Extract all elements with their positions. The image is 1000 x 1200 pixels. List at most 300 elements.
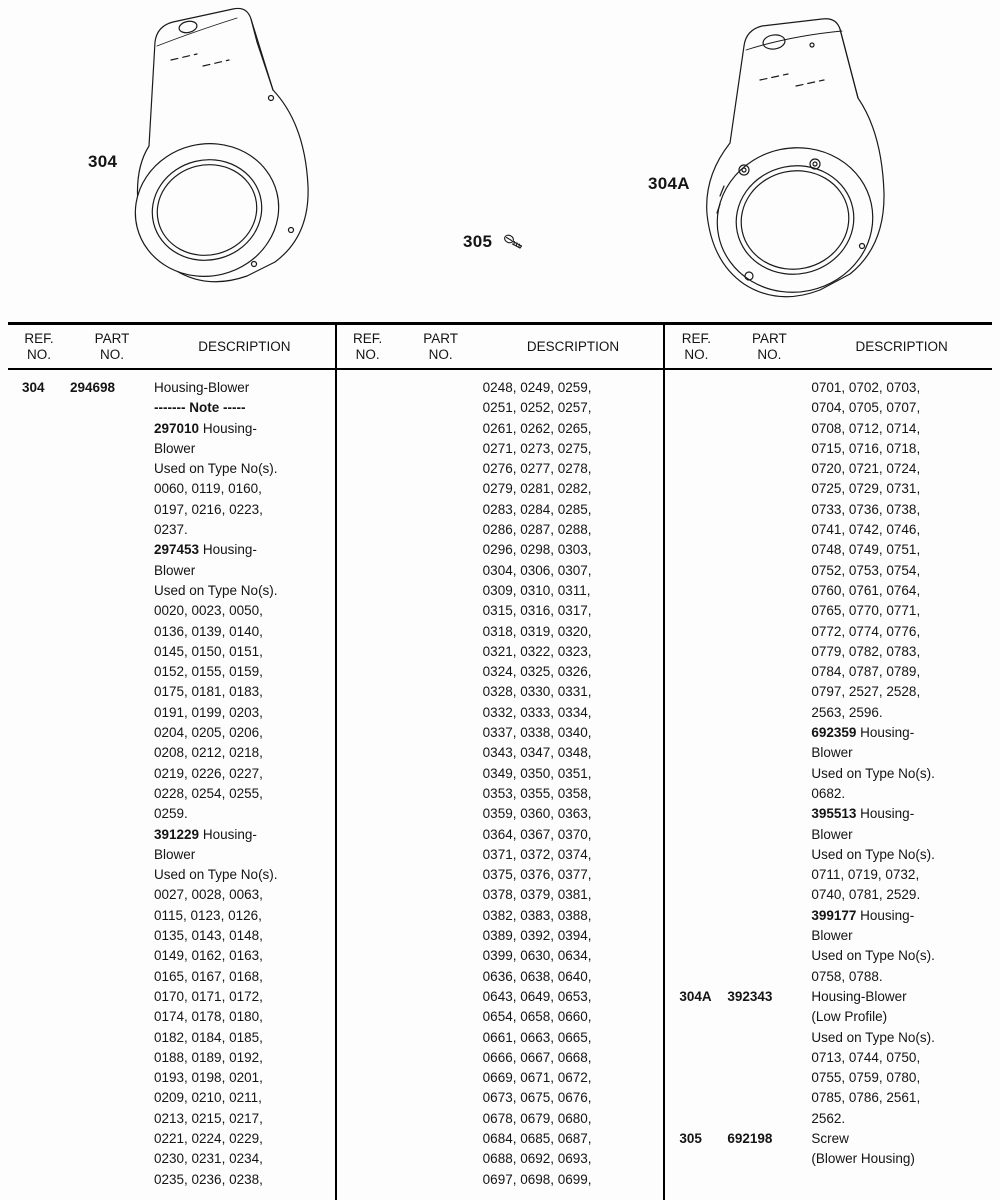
- table-row: [8, 479, 335, 499]
- table-row: [337, 642, 664, 662]
- part-no-cell: [399, 540, 483, 560]
- table-row: [8, 845, 335, 865]
- ref-no-cell: [337, 581, 399, 601]
- ref-no-cell: [8, 439, 70, 459]
- description-cell: 0221, 0224, 0229,: [154, 1130, 263, 1146]
- header-ref-line2: NO.: [26, 347, 51, 362]
- part-no-cell: [399, 987, 483, 1007]
- part-no-cell: [399, 743, 483, 763]
- table-row: [337, 540, 664, 560]
- ref-no-cell: [665, 581, 727, 601]
- description-cell: 0733, 0736, 0738,: [811, 501, 921, 517]
- table-row: [337, 1129, 664, 1149]
- description-cell: Blower: [811, 928, 853, 944]
- table-row: [337, 967, 664, 987]
- header-part-no: [399, 325, 483, 363]
- part-no-cell: [399, 419, 483, 439]
- table-row: [8, 906, 335, 926]
- description-cell: (Blower Housing): [811, 1151, 915, 1167]
- description-cell: 297453 Housing-: [154, 542, 257, 558]
- ref-no-cell: [665, 703, 727, 723]
- header-ref-line2: NO.: [355, 347, 380, 362]
- description-cell: 0209, 0210, 0211,: [154, 1090, 262, 1106]
- part-no-cell: [70, 662, 154, 682]
- table-row: [337, 581, 664, 601]
- description-cell: 0382, 0383, 0388,: [482, 907, 592, 923]
- table-row: [337, 825, 664, 845]
- part-no-cell: [70, 946, 154, 966]
- header-description: DESCRIPTION: [855, 339, 948, 354]
- description-cell: Used on Type No(s).: [154, 867, 278, 883]
- part-no-cell: [727, 1149, 811, 1169]
- ref-no-cell: [665, 662, 727, 682]
- description-cell: 0697, 0698, 0699,: [482, 1171, 592, 1187]
- description-cell: 0283, 0284, 0285,: [482, 501, 592, 517]
- table-row: [337, 764, 664, 784]
- part-no-cell: [727, 926, 811, 946]
- part-no-cell: 392343: [727, 988, 773, 1004]
- ref-no-cell: [337, 1170, 399, 1190]
- part-no-cell: [727, 906, 811, 926]
- part-no-cell: [399, 1048, 483, 1068]
- description-cell: Used on Type No(s).: [154, 461, 278, 477]
- ref-no-cell: [337, 723, 399, 743]
- table-row: [665, 926, 992, 946]
- table-row: [665, 378, 992, 398]
- table-row: [8, 1149, 335, 1169]
- table-row: [337, 682, 664, 702]
- ref-no-cell: [8, 703, 70, 723]
- header-ref-line1: REF.: [353, 331, 383, 346]
- part-no-cell: [727, 419, 811, 439]
- part-no-cell: [727, 825, 811, 845]
- table-row: [665, 1028, 992, 1048]
- table-row: [665, 784, 992, 804]
- ref-no-cell: [337, 784, 399, 804]
- part-no-cell: [727, 723, 811, 743]
- table-row: [8, 723, 335, 743]
- table-column-1: [8, 325, 335, 1200]
- table-row: [665, 723, 992, 743]
- ref-no-cell: [665, 1149, 727, 1169]
- ref-no-cell: [8, 906, 70, 926]
- description-cell: 0343, 0347, 0348,: [482, 745, 592, 761]
- ref-no-cell: [337, 662, 399, 682]
- part-no-cell: [399, 967, 483, 987]
- description-cell: 0752, 0753, 0754,: [811, 562, 921, 578]
- part-no-cell: [399, 398, 483, 418]
- description-cell: 0701, 0702, 0703,: [811, 380, 921, 395]
- header-ref-line1: REF.: [681, 331, 711, 346]
- ref-no-cell: [8, 561, 70, 581]
- description-cell: 391229 Housing-: [154, 826, 257, 842]
- description-cell: 0279, 0281, 0282,: [482, 481, 592, 497]
- description-cell: 0276, 0277, 0278,: [482, 461, 592, 477]
- ref-no-cell: [8, 804, 70, 824]
- table-row: [8, 1028, 335, 1048]
- part-no-cell: [399, 1129, 483, 1149]
- table-row: [337, 784, 664, 804]
- description-cell: 0349, 0350, 0351,: [482, 765, 592, 781]
- table-column-3: [663, 325, 992, 1200]
- description-cell: 0321, 0322, 0323,: [482, 643, 592, 659]
- ref-no-cell: [665, 804, 727, 824]
- part-no-cell: [727, 540, 811, 560]
- description-cell: 0213, 0215, 0217,: [154, 1110, 263, 1126]
- header-part-line2: NO.: [757, 347, 782, 362]
- part-no-cell: [727, 1109, 811, 1129]
- description-cell: 0741, 0742, 0746,: [811, 522, 921, 538]
- part-no-cell: [399, 622, 483, 642]
- part-no-cell: [399, 378, 483, 398]
- ref-no-cell: [8, 885, 70, 905]
- description-cell: 0271, 0273, 0275,: [482, 440, 592, 456]
- part-no-cell: [70, 682, 154, 702]
- description-cell: Housing-Blower: [154, 380, 250, 395]
- table-row: [665, 946, 992, 966]
- description-cell: 0197, 0216, 0223,: [154, 501, 263, 517]
- ref-no-cell: [665, 764, 727, 784]
- table-row: [665, 703, 992, 723]
- header-ref-no: [337, 325, 399, 363]
- ref-no-cell: [665, 1028, 727, 1048]
- part-no-cell: [399, 926, 483, 946]
- part-no-cell: [399, 642, 483, 662]
- description-cell: 0666, 0667, 0668,: [482, 1049, 592, 1065]
- part-no-cell: [399, 784, 483, 804]
- description-cell: 0378, 0379, 0381,: [482, 887, 592, 903]
- description-cell: 0636, 0638, 0640,: [482, 968, 592, 984]
- description-cell: Used on Type No(s).: [811, 765, 935, 781]
- table-row: [337, 1007, 664, 1027]
- ref-no-cell: [337, 885, 399, 905]
- part-no-cell: [399, 1149, 483, 1169]
- ref-no-cell: [337, 1149, 399, 1169]
- ref-no-cell: [8, 520, 70, 540]
- figure-label-304: 304: [88, 152, 118, 171]
- description-cell: 0182, 0184, 0185,: [154, 1029, 263, 1045]
- description-cell: 0060, 0119, 0160,: [154, 481, 262, 497]
- part-no-cell: [727, 520, 811, 540]
- table-row: [337, 1109, 664, 1129]
- description-cell: 0135, 0143, 0148,: [154, 928, 263, 944]
- part-no-cell: 294698: [70, 380, 116, 395]
- description-cell: 0364, 0367, 0370,: [482, 826, 592, 842]
- ref-no-cell: [665, 378, 727, 398]
- header-ref-line1: REF.: [24, 331, 54, 346]
- ref-no-cell: 304A: [679, 988, 712, 1004]
- part-no-cell: 692198: [727, 1130, 773, 1146]
- ref-no-cell: [665, 540, 727, 560]
- header-description: DESCRIPTION: [198, 339, 291, 354]
- table-row: [8, 439, 335, 459]
- table-row: [337, 622, 664, 642]
- ref-no-cell: [337, 1028, 399, 1048]
- table-row: [665, 459, 992, 479]
- part-no-cell: [727, 479, 811, 499]
- table-row: [665, 1129, 992, 1149]
- table-row: [8, 622, 335, 642]
- part-no-cell: [70, 865, 154, 885]
- parts-table: [8, 322, 992, 1200]
- part-no-cell: [727, 1088, 811, 1108]
- ref-no-cell: [337, 622, 399, 642]
- part-no-cell: [70, 439, 154, 459]
- ref-no-cell: [337, 926, 399, 946]
- description-cell: 0248, 0249, 0259,: [482, 380, 592, 395]
- description-cell: 0708, 0712, 0714,: [811, 420, 921, 436]
- ref-no-cell: [8, 1048, 70, 1068]
- ref-no-cell: [337, 845, 399, 865]
- description-cell: 0152, 0155, 0159,: [154, 664, 263, 680]
- header-ref-no: [665, 325, 727, 363]
- figure-label-304A: 304A: [648, 174, 690, 193]
- table-row: [665, 622, 992, 642]
- ref-no-cell: [8, 459, 70, 479]
- table-row: [337, 561, 664, 581]
- description-cell: 0720, 0721, 0724,: [811, 461, 921, 477]
- table-row: [8, 967, 335, 987]
- ref-no-cell: [337, 1129, 399, 1149]
- table-row: [337, 500, 664, 520]
- description-cell: 0175, 0181, 0183,: [154, 684, 263, 700]
- ref-no-cell: [8, 1088, 70, 1108]
- ref-no-cell: [8, 845, 70, 865]
- table-row: [665, 581, 992, 601]
- description-cell: 0188, 0189, 0192,: [154, 1049, 263, 1065]
- part-no-cell: [727, 703, 811, 723]
- table-row: [665, 967, 992, 987]
- ref-no-cell: [8, 825, 70, 845]
- part-no-cell: [70, 1007, 154, 1027]
- description-cell: 0332, 0333, 0334,: [482, 704, 592, 720]
- table-row: [665, 825, 992, 845]
- table-row: [8, 540, 335, 560]
- ref-no-cell: [8, 1149, 70, 1169]
- table-row: [337, 885, 664, 905]
- part-no-cell: [70, 500, 154, 520]
- table-row: [8, 743, 335, 763]
- part-no-cell: [70, 825, 154, 845]
- description-cell: 0725, 0729, 0731,: [811, 481, 921, 497]
- table-row: [8, 662, 335, 682]
- ref-no-cell: [665, 601, 727, 621]
- header-part-line1: PART: [423, 331, 459, 346]
- ref-no-cell: [337, 865, 399, 885]
- part-no-cell: [399, 479, 483, 499]
- description-cell: 0115, 0123, 0126,: [154, 907, 262, 923]
- header-ref-no: [8, 325, 70, 363]
- description-cell: 0654, 0658, 0660,: [482, 1009, 592, 1025]
- description-cell: Blower: [154, 846, 196, 862]
- table-row: [665, 500, 992, 520]
- part-no-cell: [727, 398, 811, 418]
- ref-no-cell: [8, 1028, 70, 1048]
- blower-housing-304-drawing: [133, 6, 313, 290]
- part-no-cell: [399, 1088, 483, 1108]
- ref-no-cell: [665, 561, 727, 581]
- part-no-cell: [70, 1068, 154, 1088]
- ref-no-cell: [337, 682, 399, 702]
- table-row: [337, 804, 664, 824]
- table-row: [665, 479, 992, 499]
- table-row: [8, 561, 335, 581]
- ref-no-cell: [337, 439, 399, 459]
- ref-no-cell: [337, 1048, 399, 1068]
- header-part-line1: PART: [94, 331, 130, 346]
- description-cell: 0661, 0663, 0665,: [482, 1029, 592, 1045]
- part-no-cell: [727, 642, 811, 662]
- part-no-cell: [727, 743, 811, 763]
- table-row: [665, 1109, 992, 1129]
- description-cell: 0772, 0774, 0776,: [811, 623, 921, 639]
- description-cell: 2562.: [811, 1110, 846, 1126]
- part-no-cell: [727, 764, 811, 784]
- part-no-cell: [399, 865, 483, 885]
- part-no-cell: [727, 500, 811, 520]
- description-cell: 0251, 0252, 0257,: [482, 400, 592, 416]
- part-no-cell: [727, 439, 811, 459]
- part-no-cell: [399, 804, 483, 824]
- description-cell: 0678, 0679, 0680,: [482, 1110, 592, 1126]
- table-row: [8, 1007, 335, 1027]
- description-cell: 0688, 0692, 0693,: [482, 1151, 592, 1167]
- ref-no-cell: [8, 622, 70, 642]
- table-row: [665, 662, 992, 682]
- table-row: [337, 662, 664, 682]
- ref-no-cell: [8, 926, 70, 946]
- part-no-cell: [399, 601, 483, 621]
- part-no-cell: [399, 581, 483, 601]
- description-cell: 0174, 0178, 0180,: [154, 1009, 263, 1025]
- table-row: [337, 743, 664, 763]
- part-no-cell: [70, 601, 154, 621]
- description-cell: 0286, 0287, 0288,: [482, 522, 592, 538]
- description-cell: 0375, 0376, 0377,: [482, 867, 592, 883]
- part-no-cell: [70, 967, 154, 987]
- ref-no-cell: [337, 642, 399, 662]
- table-row: [337, 946, 664, 966]
- part-no-cell: [727, 804, 811, 824]
- screw-icon: [503, 231, 525, 253]
- description-cell: 0318, 0319, 0320,: [482, 623, 592, 639]
- table-row: [665, 520, 992, 540]
- ref-no-cell: [8, 540, 70, 560]
- part-no-cell: [70, 642, 154, 662]
- table-row: [665, 1068, 992, 1088]
- part-no-cell: [70, 703, 154, 723]
- description-cell: 0748, 0749, 0751,: [811, 542, 921, 558]
- part-no-cell: [399, 825, 483, 845]
- description-cell: 0711, 0719, 0732,: [811, 867, 920, 883]
- table-column-rows: [8, 370, 335, 1200]
- ref-no-cell: [665, 439, 727, 459]
- part-no-cell: [70, 804, 154, 824]
- part-no-cell: [399, 1068, 483, 1088]
- description-cell: 0259.: [154, 806, 188, 822]
- description-cell: 0684, 0685, 0687,: [482, 1130, 592, 1146]
- part-no-cell: [399, 703, 483, 723]
- description-cell: ------- Note -----: [154, 400, 246, 416]
- ref-no-cell: [337, 1007, 399, 1027]
- ref-no-cell: [337, 764, 399, 784]
- table-row: [337, 479, 664, 499]
- part-no-cell: [70, 1170, 154, 1190]
- table-row: [8, 825, 335, 845]
- description-cell: Housing-Blower: [811, 988, 907, 1004]
- table-row: [665, 398, 992, 418]
- part-no-cell: [727, 459, 811, 479]
- part-no-cell: [70, 1109, 154, 1129]
- ref-no-cell: [8, 764, 70, 784]
- ref-no-cell: [665, 926, 727, 946]
- table-column-rows: [337, 370, 664, 1200]
- description-cell: 0669, 0671, 0672,: [482, 1070, 592, 1086]
- ref-no-cell: [665, 398, 727, 418]
- part-no-cell: [70, 520, 154, 540]
- table-row: [665, 1088, 992, 1108]
- part-no-cell: [727, 601, 811, 621]
- ref-no-cell: [337, 500, 399, 520]
- description-cell: 297010 Housing-: [154, 420, 257, 436]
- table-row: [8, 1068, 335, 1088]
- table-column-rows: [665, 370, 992, 1200]
- table-row: [8, 865, 335, 885]
- ref-no-cell: [337, 601, 399, 621]
- part-no-cell: [727, 581, 811, 601]
- ref-no-cell: [8, 865, 70, 885]
- ref-no-cell: [8, 723, 70, 743]
- table-header: [8, 325, 335, 370]
- part-no-cell: [70, 885, 154, 905]
- table-row: [337, 1048, 664, 1068]
- part-no-cell: [399, 1109, 483, 1129]
- part-no-cell: [70, 845, 154, 865]
- part-no-cell: [727, 1007, 811, 1027]
- description-cell: 0165, 0167, 0168,: [154, 968, 263, 984]
- header-part-no: [727, 325, 811, 363]
- description-cell: 0237.: [154, 522, 188, 538]
- ref-no-cell: [665, 459, 727, 479]
- table-row: [337, 865, 664, 885]
- figures-area: [0, 0, 1000, 322]
- description-cell: 2563, 2596.: [811, 704, 883, 720]
- ref-no-cell: [8, 682, 70, 702]
- ref-no-cell: [8, 987, 70, 1007]
- ref-no-cell: [337, 1068, 399, 1088]
- table-row: [337, 845, 664, 865]
- header-part-no: [70, 325, 154, 363]
- description-cell: 0230, 0231, 0234,: [154, 1151, 263, 1167]
- description-cell: Blower: [154, 562, 196, 578]
- ref-no-cell: [337, 703, 399, 723]
- table-row: [8, 784, 335, 804]
- description-cell: 395513 Housing-: [811, 806, 915, 822]
- description-cell: 0191, 0199, 0203,: [154, 704, 263, 720]
- part-no-cell: [727, 946, 811, 966]
- table-row: [8, 398, 335, 418]
- part-no-cell: [70, 540, 154, 560]
- ref-no-cell: [8, 1068, 70, 1088]
- description-cell: 0170, 0171, 0172,: [154, 988, 263, 1004]
- ref-no-cell: [8, 662, 70, 682]
- table-row: [337, 703, 664, 723]
- description-cell: Blower: [811, 745, 853, 761]
- ref-no-cell: [665, 967, 727, 987]
- table-row: [337, 1170, 664, 1190]
- part-no-cell: [399, 885, 483, 905]
- part-no-cell: [727, 885, 811, 905]
